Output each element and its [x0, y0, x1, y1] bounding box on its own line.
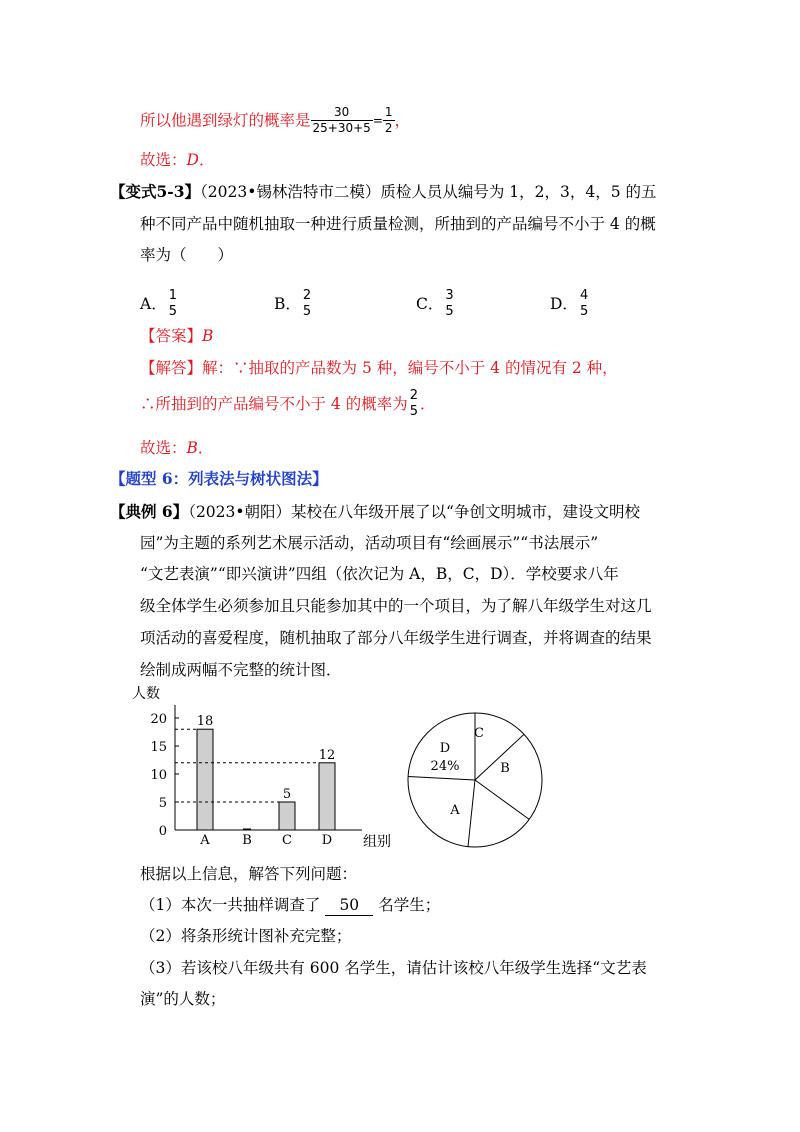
variant-question-line-3: 率为（ ）: [140, 246, 234, 264]
answer-value: B: [202, 327, 214, 345]
option-d-fraction: 4 5: [579, 288, 589, 319]
question-3-line-1: （3）若该校八年级共有 600 名学生，请估计该校八年级学生选择“文艺表: [140, 959, 647, 977]
variant-tag: 【变式5-3】: [110, 182, 201, 201]
bar-D: [319, 763, 335, 830]
example-tag: 【典例 6】: [110, 502, 189, 521]
y-axis-label: 人数: [132, 686, 160, 702]
answer-tag: 【答案】: [140, 327, 203, 345]
x-axis-label: 组别: [363, 834, 391, 850]
pie-label: A: [450, 803, 460, 818]
pie-label: B: [500, 761, 510, 776]
y-tick-label: 10: [150, 768, 167, 783]
option-b-fraction: 2 5: [302, 288, 312, 319]
bar-chart: [130, 680, 400, 855]
variant-choice-letter: B: [186, 439, 198, 457]
example-line-1: 【典例 6】（2023•朝阳）某校在八年级开展了以“争创文明城市，建设文明校: [110, 502, 640, 521]
variant-solution-line-1: 【解答】解：∵抽取的产品数为 5 种，编号不小于 4 的情况有 2 种，: [140, 359, 618, 377]
bar-C: [279, 802, 295, 830]
x-tick-label: B: [242, 833, 252, 848]
fraction-one-half: $\frac{1}{2}$: [384, 105, 393, 135]
variant-solution-line-2: ∴所抽到的产品编号不小于 4 的概率为 2 5 ．: [140, 388, 436, 419]
top-line-suffix: ，: [394, 111, 411, 130]
variant-question-line-1: 【变式5-3】（2023•锡林浩特市二模）质检人员从编号为 1，2，3，4，5 的五: [110, 182, 657, 201]
equals-sign: =: [372, 113, 383, 128]
top-probability-line: [140, 105, 410, 136]
variant-choice-line: 故选：B．: [140, 439, 214, 457]
top-choice-letter: D: [186, 151, 199, 169]
bar-A: [197, 729, 213, 830]
bar-data-label: 12: [318, 747, 336, 763]
solution-tag: 【解答】: [140, 359, 203, 377]
q1-answer-blank[interactable]: 50: [325, 895, 373, 916]
variant-question-line-2: 种不同产品中随机抽取一种进行质量检测，所抽到的产品编号不小于 4 的概: [140, 215, 656, 233]
y-tick-label: 15: [150, 740, 167, 755]
pie-chart: [395, 710, 555, 850]
question-2: （2）将条形统计图补充完整；: [140, 927, 352, 945]
variant-answer-line: [140, 326, 213, 346]
option-c-fraction: 3 5: [445, 288, 454, 319]
pie-label: D: [439, 741, 451, 756]
pie-label: 24%: [430, 759, 460, 774]
questions-intro: 根据以上信息，解答下列问题：: [140, 865, 358, 883]
y-tick-label: 0: [158, 824, 167, 839]
x-tick-label: A: [200, 833, 210, 848]
bar-data-label: 5: [282, 787, 292, 802]
top-choice-line: 故选：D．: [140, 151, 215, 169]
solution-fraction: 2 5: [409, 388, 418, 419]
option-a-fraction: 1 5: [168, 288, 177, 319]
top-line-prefix: 所以他遇到绿灯的概率是: [140, 111, 311, 130]
example-line-3: “文艺表演”“即兴演讲”四组（依次记为 A，B，C，D）．学校要求八年: [140, 565, 619, 583]
option-a[interactable]: A． 1 5: [140, 288, 177, 319]
option-c[interactable]: C． 3 5: [416, 288, 454, 319]
option-d[interactable]: D． 4 5: [550, 288, 589, 319]
option-b[interactable]: B． 2 5: [274, 288, 312, 319]
x-tick-label: D: [321, 833, 333, 848]
y-tick-label: 20: [150, 712, 167, 727]
pie-label: C: [474, 726, 484, 741]
y-tick-label: 5: [158, 796, 167, 811]
x-tick-label: C: [282, 833, 292, 848]
example-line-5: 项活动的喜爱程度，随机抽取了部分八年级学生进行调查，并将调查的结果: [140, 629, 652, 647]
bar-data-label: 18: [196, 714, 214, 730]
example-line-2: 园”为主题的系列艺术展示活动，活动项目有“绘画展示”“书法展示”: [140, 534, 599, 552]
fraction-30-over-60: $\frac{30}{25+30+5}$: [312, 105, 371, 135]
question-1: （1）本次一共抽样调查了 50 名学生；: [140, 896, 441, 914]
section-heading: 【题型 6：列表法与树状图法】: [110, 469, 328, 488]
example-line-4: 级全体学生必须参加且只能参加其中的一个项目，为了解八年级学生对这几: [140, 597, 652, 615]
example-line-6: 绘制成两幅不完整的统计图．: [140, 661, 342, 679]
question-3-line-2: 演”的人数；: [140, 990, 226, 1008]
